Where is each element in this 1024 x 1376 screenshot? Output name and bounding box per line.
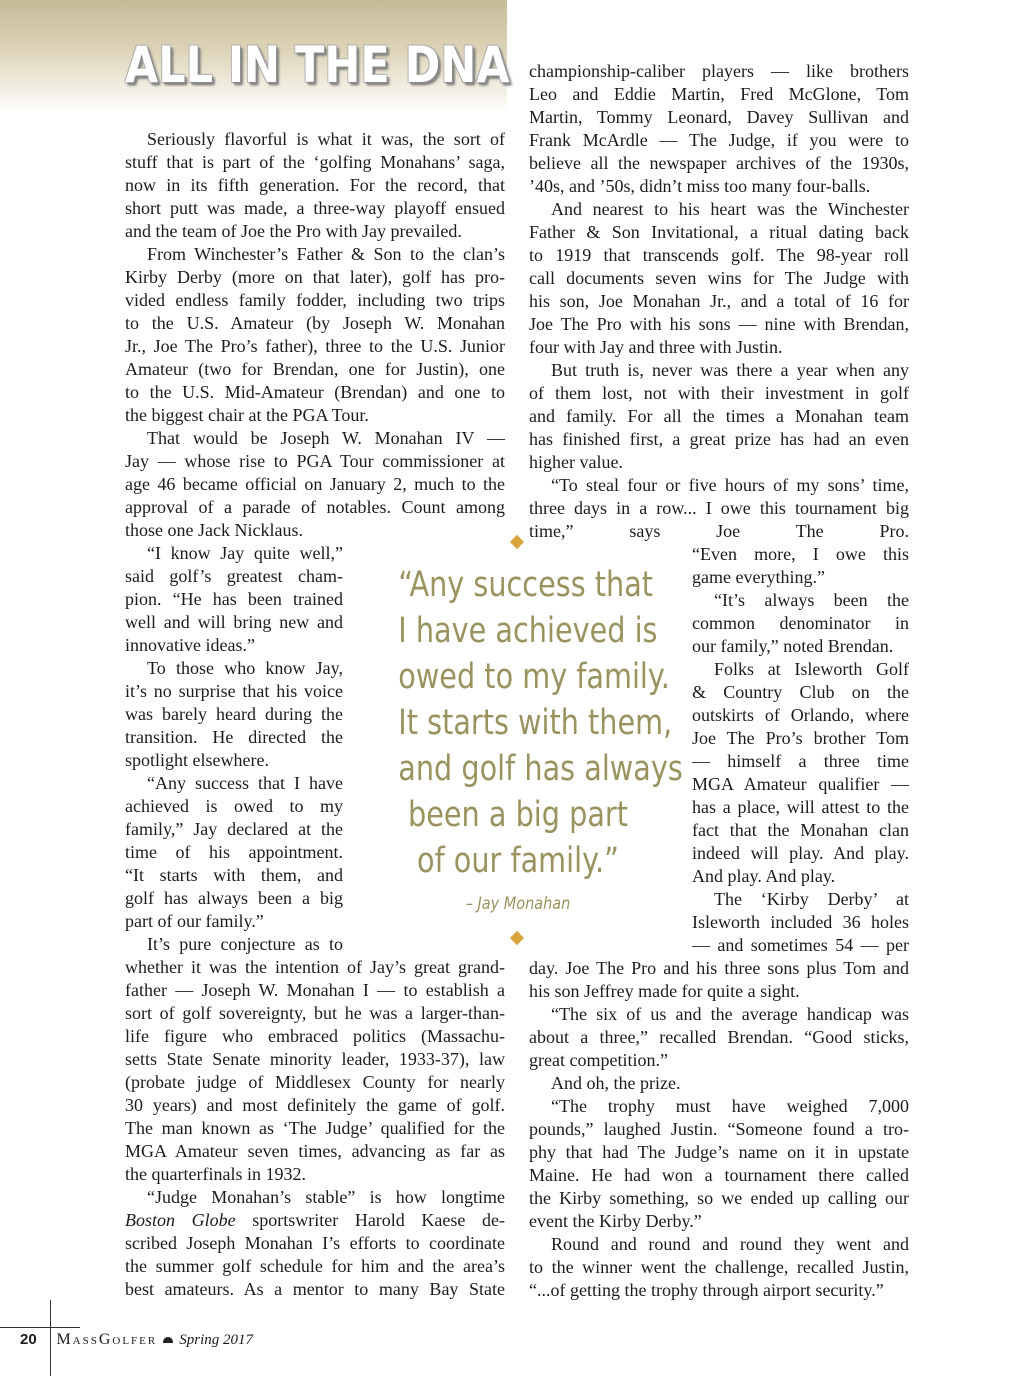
right-column-text-line: Round and round and round they went and [551,1234,909,1254]
right-column-text-line: “The trophy must have weighed 7,000 [551,1096,909,1116]
left-column-text-line: To those who know Jay, [147,658,343,678]
left-column-text-line: said golf’s greatest cham- [125,566,343,586]
left-column-text-line: vided endless family fodder, including two trips [125,290,505,310]
right-column-text-line: championship-caliber players — like brothers [529,61,909,81]
article-title: ALL IN THE DNA [125,36,510,94]
left-column-text-line: the biggest chair at the PGA Tour. [125,405,369,425]
left-column-text-line: It’s pure conjecture as to [147,934,343,954]
left-column-text-line: short putt was made, a three-way playoff ensued [125,198,505,218]
right-column-text-line: But truth is, never was there a year when any [551,360,909,380]
golf-ball-icon [163,1337,173,1343]
right-column-text-line: the Kirby something, so we ended up calling our [529,1188,909,1208]
left-column-text-line: well and will bring new and [125,612,343,632]
right-column-text-line: — and sometimes 54 — per [692,935,909,955]
left-column-text-line: time of his appointment. [125,842,343,862]
left-column-text-line: setts State Senate minority leader, 1933-37), law [125,1049,505,1069]
right-column-text-line: and family. For all the times a Monahan team [529,406,909,426]
right-column-text-line: Father & Son Invitational, a ritual dating back [529,222,909,242]
right-column-text-line: four with Jay and three with Justin. [529,337,783,357]
left-column-text-line: transition. He directed the [125,727,343,747]
left-column-text-line: to the U.S. Mid-Amateur (Brendan) and one to [125,382,505,402]
left-column-text-line: From Winchester’s Father & Son to the clan’s [147,244,505,264]
left-column-text-line: whether it was the intention of Jay’s great grand- [125,957,505,977]
left-column-text-line: the summer golf schedule for him and the area’s [125,1256,505,1276]
left-column-text-line: stuff that is part of the ‘golfing Monahans’ saga, [125,152,505,172]
pull-quote-attribution: – Jay Monahan [465,894,571,914]
left-column-text-line: Jay — whose rise to PGA Tour commissioner at [125,451,505,471]
right-column-text-line: The ‘Kirby Derby’ at [714,889,909,909]
pull-quote-line: “Any success that [398,565,654,605]
right-column-text-line: our family,” noted Brendan. [692,636,894,656]
left-column-text-line: was barely heard during the [125,704,343,724]
right-column-text-line: his son Jeffrey made for quite a sight. [529,981,800,1001]
left-column-text-line: Seriously flavorful is what it was, the sort of [147,129,505,149]
right-column-text-line: & Country Club on the [692,682,909,702]
left-column-text-line: “I know Jay quite well,” [147,543,343,563]
left-column-text-line: pion. “He has been trained [125,589,343,609]
pull-quote-line: I have achieved is [398,611,658,651]
right-column-text-line: call documents seven wins for The Judge with [529,268,909,288]
left-column-text-line: father — Joseph W. Monahan I — to establish a [125,980,505,1000]
left-column-text-line: to the U.S. Amateur (by Joseph W. Monahan [125,313,505,333]
right-column-text-line: has a place, will attest to the [692,797,909,817]
newspaper-name: Boston Globe [125,1210,236,1230]
right-column-text-line: And oh, the prize. [551,1073,681,1093]
left-column-text-line: That would be Joseph W. Monahan IV — [147,428,505,448]
left-column-text-line: the quarterfinals in 1932. [125,1164,306,1184]
diamond-ornament-top-icon [510,535,524,549]
right-column-text-line: Maine. He had won a tournament there called [529,1165,909,1185]
left-column-text-line: Amateur (two for Brendan, one for Justin), one [125,359,505,379]
left-column-text-line: Jr., Joe The Pro’s father), three to the U.S. Junior [125,336,505,356]
right-column-text-line: “Even more, I owe this [692,544,909,564]
right-column-text-line: outskirts of Orlando, where [692,705,909,725]
right-column-text-line: great competition.” [529,1050,668,1070]
crop-mark-horizontal [0,1327,80,1328]
right-column-text-line: Joe The Pro with his sons — nine with Brendan, [529,314,909,334]
left-column-text-line: Kirby Derby (more on that later), golf has pro- [125,267,505,287]
page-number: 20 [20,1331,37,1348]
pull-quote-line: of our family.” [417,841,619,881]
left-column-text-line: best amateurs. As a mentor to many Bay State [125,1279,505,1299]
left-column-text-line: “Any success that I have [147,773,343,793]
publication-name: MassGolfer [56,1331,158,1348]
left-column-text-line: scribed Joseph Monahan I’s efforts to coordinate [125,1233,505,1253]
right-column-text-line: time,” says Joe The Pro. [529,521,909,541]
left-column-text-line: and the team of Joe the Pro with Jay prevailed. [125,221,462,241]
right-column-text-line: indeed will play. And play. [692,843,909,863]
right-column-text-line: higher value. [529,452,623,472]
right-column-text-line: “The six of us and the average handicap was [551,1004,909,1024]
right-column-text-line: pounds,” laughed Justin. “Someone found a tro- [529,1119,909,1139]
right-column-text-line: Frank McArdle — The Judge, if you were to [529,130,909,150]
right-column-text-line: about a three,” recalled Brendan. “Good sticks, [529,1027,909,1047]
pull-quote-line: and golf has always [398,749,683,789]
right-column-text-line: to the winner went the challenge, recalled Justin, [529,1257,909,1277]
right-column-text-line: his son, Joe Monahan Jr., and a total of 16 for [529,291,909,311]
right-column-text-line: Isleworth included 36 holes [692,912,909,932]
left-column-text-line: approval of a parade of notables. Count among [125,497,505,517]
left-column-text-line: family,” Jay declared at the [125,819,343,839]
left-column-text-line: (probate judge of Middlesex County for nearly [125,1072,505,1092]
right-column-text-line: And play. And play. [692,866,836,886]
right-column-text-line: “...of getting the trophy through airport security.” [529,1280,884,1300]
pull-quote-line: It starts with them, [398,703,673,743]
right-column-text-line: phy that had The Judge’s name on it in upstate [529,1142,909,1162]
right-column-text-line: Martin, Tommy Leonard, Davey Sullivan and [529,107,909,127]
left-column-text-line: age 46 became official on January 2, much to the [125,474,505,494]
right-column-text-line: believe all the newspaper archives of the 1930s, [529,153,909,173]
right-column-text-line: MGA Amateur qualifier — [692,774,909,794]
left-column-text-line: “Judge Monahan’s stable” is how longtime [147,1187,505,1207]
right-column-text-line: Joe The Pro’s brother Tom [692,728,909,748]
right-column-text-line: of them lost, not with their investment in golf [529,383,909,403]
right-column-text-line: fact that the Monahan clan [692,820,909,840]
right-column-text-line: to 1919 that transcends golf. The 98-year roll [529,245,909,265]
right-column-text-line: has finished first, a great prize has had an even [529,429,909,449]
left-column-text-line: it’s no surprise that his voice [125,681,343,701]
left-column-text-line: “It starts with them, and [125,865,343,885]
left-column-text-line: 30 years) and most definitely the game of golf. [125,1095,505,1115]
left-column-text-line: spotlight elsewhere. [125,750,269,770]
right-column-text-line: “To steal four or five hours of my sons’ time, [551,475,909,495]
right-column-text-line: Leo and Eddie Martin, Fred McGlone, Tom [529,84,909,104]
left-column-text-line: golf has always been a big [125,888,343,908]
left-column-text-line: those one Jack Nicklaus. [125,520,303,540]
left-column-text-line: now in its fifth generation. For the record, that [125,175,505,195]
diamond-ornament-bottom-icon [510,931,524,945]
left-column-text-line: The man known as ‘The Judge’ qualified for the [125,1118,505,1138]
right-column-text-line: day. Joe The Pro and his three sons plus Tom and [529,958,909,978]
right-column-text-line: And nearest to his heart was the Winchester [551,199,909,219]
right-column-text-line: game everything.” [692,567,825,587]
right-column-text-line: — himself a three time [692,751,909,771]
right-column-text-line: three days in a row... I owe this tournament big [529,498,909,518]
pull-quote-line: owed to my family. [398,657,670,697]
right-column-text-line: common denominator in [692,613,909,633]
right-column-text-line: Folks at Isleworth Golf [714,659,909,679]
left-column-text-line: MGA Amateur seven times, advancing as far as [125,1141,505,1161]
left-column-text-line: sort of golf sovereignty, but he was a larger-than- [125,1003,505,1023]
left-column-text-line: part of our family.” [125,911,264,931]
left-column-text-line: achieved is owed to my [125,796,343,816]
issue-date: Spring 2017 [179,1332,254,1348]
left-column-text-line: innovative ideas.” [125,635,255,655]
left-column-text-line: Boston Globe sportswriter Harold Kaese de- [125,1210,505,1230]
right-column-text-line: “It’s always been the [714,590,909,610]
left-column-text-line: life figure who embraced politics (Massachu- [125,1026,505,1046]
pull-quote-line: been a big part [408,795,628,835]
page-footer [20,1330,253,1350]
right-column-text-line: event the Kirby Derby.” [529,1211,702,1231]
right-column-text-line: ’40s, and ’50s, didn’t miss too many four-balls. [529,176,871,196]
